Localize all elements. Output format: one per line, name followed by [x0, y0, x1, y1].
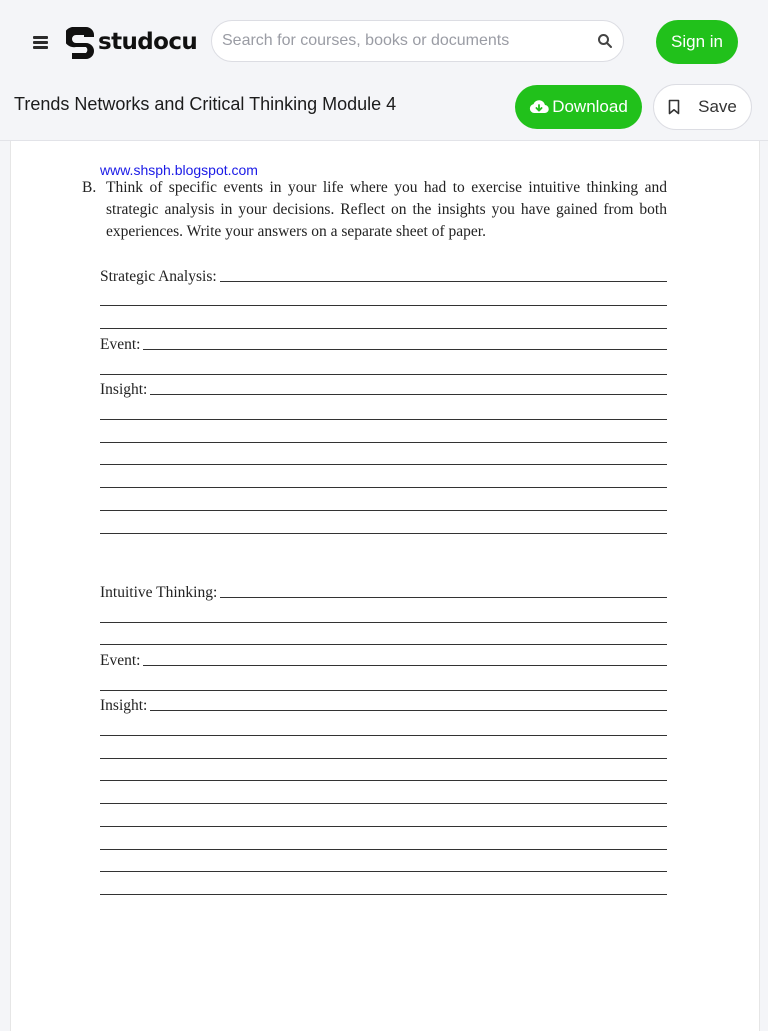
studocu-logo-icon — [66, 25, 96, 59]
document-header-bar — [0, 84, 768, 141]
insight-label: Insight: — [100, 381, 148, 398]
answer-line — [220, 281, 667, 282]
studocu-logo[interactable] — [66, 24, 197, 60]
brand-name: studocu — [98, 29, 198, 55]
answer-line — [100, 735, 667, 736]
sign-in-button[interactable]: Sign in — [656, 20, 738, 64]
event-label: Event: — [100, 652, 141, 669]
answer-line — [143, 349, 667, 350]
strategic-analysis-field — [100, 266, 667, 286]
search-box[interactable] — [211, 20, 624, 62]
answer-line — [100, 305, 667, 306]
answer-line — [100, 464, 667, 465]
hamburger-menu-icon[interactable] — [30, 32, 52, 52]
event-field — [100, 334, 667, 354]
item-label: B. — [82, 179, 97, 196]
answer-line — [100, 419, 667, 420]
answer-line — [100, 894, 667, 895]
answer-line — [100, 510, 667, 511]
answer-line — [100, 780, 667, 781]
answer-line — [150, 710, 667, 711]
top-navigation-bar — [0, 0, 768, 84]
answer-line — [100, 622, 667, 623]
intuitive-thinking-field — [100, 582, 667, 602]
answer-line — [150, 394, 667, 395]
answer-line — [100, 328, 667, 329]
answer-line — [100, 644, 667, 645]
search-icon[interactable] — [597, 33, 613, 49]
download-label: Download — [552, 97, 628, 116]
event-field — [100, 650, 667, 670]
answer-line — [100, 758, 667, 759]
search-input[interactable] — [222, 21, 582, 61]
insight-label: Insight: — [100, 697, 148, 714]
answer-line — [220, 597, 667, 598]
answer-line — [100, 690, 667, 691]
answer-line — [100, 487, 667, 488]
download-button[interactable] — [515, 85, 642, 129]
event-label: Event: — [100, 336, 141, 353]
answer-line — [100, 533, 667, 534]
cloud-download-icon — [529, 99, 549, 115]
instructions-paragraph — [82, 177, 667, 243]
insight-field — [100, 379, 667, 399]
answer-line — [100, 803, 667, 804]
answer-line — [100, 442, 667, 443]
answer-line — [143, 665, 667, 666]
strategic-analysis-label: Strategic Analysis: — [100, 268, 217, 285]
intuitive-thinking-label: Intuitive Thinking: — [100, 584, 218, 601]
answer-line — [100, 826, 667, 827]
document-title: Trends Networks and Critical Thinking Module 4 — [14, 94, 397, 114]
bookmark-icon — [668, 99, 680, 115]
answer-line — [100, 871, 667, 872]
source-link[interactable]: www.shsph.blogspot.com — [100, 162, 258, 178]
answer-line — [100, 849, 667, 850]
save-label: Save — [698, 97, 737, 116]
answer-line — [100, 374, 667, 375]
insight-field — [100, 695, 667, 715]
instructions-text: Think of specific events in your life where you had to exercise intuitive thinking and strategic analysis in your decisions. Reflect on the insights you have gained from both experiences. Write your answers on a separate sheet of paper. — [106, 179, 667, 240]
save-button[interactable] — [653, 84, 752, 130]
